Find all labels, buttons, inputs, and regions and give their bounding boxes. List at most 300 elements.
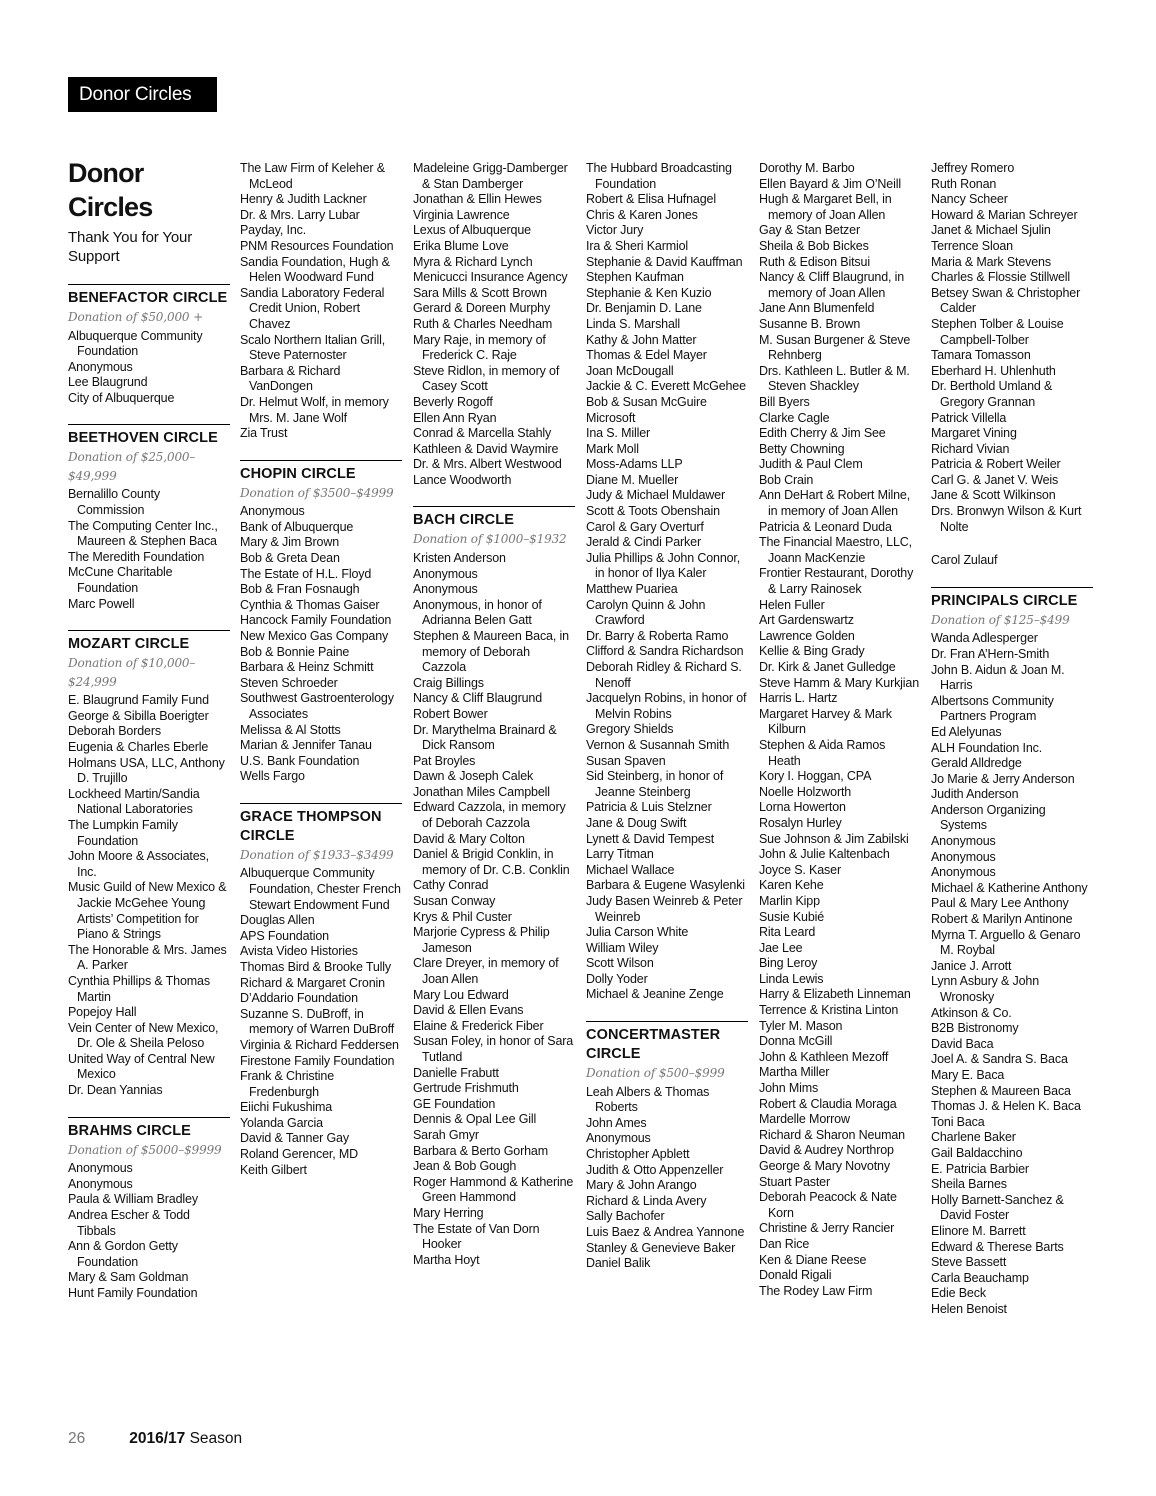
donor-name: Bing Leroy <box>759 956 818 971</box>
donor-name: Anonymous <box>586 1131 651 1146</box>
donor-name: Ellen Bayard & Jim O’Neill <box>759 176 901 191</box>
donor-name: Mary Raje, in memory of Frederick C. Raje <box>413 332 546 363</box>
donor-name: Ruth & Charles Needham <box>413 316 553 331</box>
page-title: Donor Circles <box>68 158 153 222</box>
donor-name: Douglas Allen <box>240 913 315 928</box>
donor-name: Jane Ann Blumenfeld <box>759 301 875 316</box>
donor-name: Sandia Foundation, Hugh & Helen Woodward Fund <box>240 254 390 285</box>
donor-name: Kellie & Bing Grady <box>759 644 865 659</box>
donor-name: Susan Foley, in honor of Sara Tutland <box>413 1034 574 1064</box>
donor-name: Clare Dreyer, in memory of Joan Allen <box>413 956 559 986</box>
column-2 <box>240 161 402 1178</box>
donor-name: Sara Mills & Scott Brown <box>413 285 547 300</box>
donor-name: Bob & Fran Fosnaugh <box>240 582 360 597</box>
donor-name: Lance Woodworth <box>413 472 512 487</box>
donor-name: Dr. & Mrs. Albert Westwood <box>413 457 562 472</box>
donor-name: Carla Beauchamp <box>931 1270 1029 1285</box>
donor-name: Albuquerque Community Foundation, Chester French Stewart Endowment Fund <box>240 866 401 912</box>
donor-name: The Estate of Van Dorn Hooker <box>413 1221 540 1252</box>
donor-name: Paul & Mary Lee Anthony <box>931 896 1069 911</box>
column-6 <box>931 161 1093 1317</box>
donor-name: Gerald Alldredge <box>931 756 1022 771</box>
donor-name: Harry & Elizabeth Linneman <box>759 987 911 1002</box>
donor-name: Anonymous <box>931 849 996 864</box>
donor-name: Jane & Scott Wilkinson <box>931 488 1056 503</box>
donor-name: Robert & Elisa Hufnagel <box>586 192 716 207</box>
donor-name: Drs. Bronwyn Wilson & Kurt Nolte <box>931 504 1082 534</box>
circle-title: BACH CIRCLE <box>413 512 514 529</box>
donor-name: Jeffrey Romero <box>931 161 1015 175</box>
donor-name: M. Susan Burgener & Steve Rehnberg <box>759 332 911 363</box>
donor-name: The Lumpkin Family Foundation <box>68 817 178 848</box>
donor-name: The Estate of H.L. Floyd <box>240 566 372 581</box>
donor-name: Stephen & Maureen Baca <box>931 1083 1071 1098</box>
donor-name: John & Kathleen Mezoff <box>759 1049 889 1064</box>
donor-name: Dan Rice <box>759 1236 810 1251</box>
donor-name: Susanne B. Brown <box>759 316 861 331</box>
donor-name: Firestone Family Foundation <box>240 1053 395 1068</box>
donor-name: Gregory Shields <box>586 722 674 737</box>
donor-name: Stanley & Genevieve Baker <box>586 1240 736 1255</box>
donor-name: Kathleen & David Waymire <box>413 441 559 456</box>
column-4 <box>586 161 748 1272</box>
donor-name: Ellen Ann Ryan <box>413 410 497 425</box>
donor-name: John & Julie Kaltenbach <box>759 847 890 862</box>
circle-header <box>931 587 1093 630</box>
donor-name: John Mims <box>759 1081 819 1096</box>
donor-name: Linda Lewis <box>759 971 824 986</box>
donor-name: John Moore & Associates, Inc. <box>68 849 209 879</box>
donor-name: Christine & Jerry Rancier <box>759 1221 895 1236</box>
donor-name: Dr. Dean Yannias <box>68 1083 163 1098</box>
donor-name: Dr. Benjamin D. Lane <box>586 301 702 316</box>
donor-name: Richard & Linda Avery <box>586 1193 707 1208</box>
donor-name: Rita Leard <box>759 925 816 940</box>
donor-name: Janet & Michael Sjulin <box>931 223 1051 238</box>
donor-name: Helen Benoist <box>931 1301 1007 1316</box>
donor-name: Ann DeHart & Robert Milne, in memory of Joan Allen <box>759 488 911 519</box>
donor-name: George & Sibilla Boerigter <box>68 708 209 723</box>
donor-name: Lynett & David Tempest <box>586 831 715 846</box>
donor-name: Barbara & Richard VanDongen <box>240 363 341 394</box>
donation-range: Donation of $1000–$1932 <box>413 532 567 547</box>
donor-name: Christopher Apblett <box>586 1146 690 1161</box>
donor-name: Thomas Bird & Brooke Tully <box>240 959 392 974</box>
donor-name: David & Mary Colton <box>413 831 525 846</box>
donor-name: Steven Schroeder <box>240 675 338 690</box>
donor-name: Cynthia Phillips & Thomas Martin <box>68 973 210 1004</box>
donor-name: City of Albuquerque <box>68 390 175 405</box>
donor-name: Mary & Sam Goldman <box>68 1270 189 1285</box>
donor-name: The Hubbard Broadcasting Foundation <box>586 161 732 191</box>
donor-name: Stephanie & Ken Kuzio <box>586 285 712 300</box>
donor-name: Krys & Phil Custer <box>413 909 512 924</box>
donor-name: Jerald & Cindi Parker <box>586 535 701 550</box>
donor-name: Anonymous <box>931 834 996 849</box>
donor-name: Virginia & Richard Feddersen <box>240 1037 399 1052</box>
circle-title: BENEFACTOR CIRCLE <box>68 290 228 306</box>
donor-name: Patrick Villella <box>931 410 1007 425</box>
donor-name: Sandia Laboratory Federal Credit Union, Robert Chavez <box>240 285 385 331</box>
donor-name: Matthew Puariea <box>586 582 678 597</box>
donor-name: Eberhard H. Uhlenhuth <box>931 363 1056 378</box>
donor-name: Edward & Therese Barts <box>931 1239 1064 1254</box>
donor-name: Michael Wallace <box>586 862 675 877</box>
donor-name: Elinore M. Barrett <box>931 1223 1026 1238</box>
circle-header <box>586 1021 748 1083</box>
donor-name: Dolly Yoder <box>586 971 648 986</box>
donor-name: Holmans USA, LLC, Anthony D. Trujillo <box>68 755 225 786</box>
circle-title: BRAHMS CIRCLE <box>68 1122 191 1139</box>
donor-name: Stephen & Maureen Baca, in memory of Deborah Cazzola <box>413 628 569 675</box>
donor-name: Dr. Berthold Umland & Gregory Grannan <box>931 379 1053 409</box>
donor-name: B2B Bistronomy <box>931 1021 1019 1036</box>
donor-name: Judith Anderson <box>931 787 1019 802</box>
donor-name: Jae Lee <box>759 940 803 955</box>
donor-name: Jo Marie & Jerry Anderson <box>931 771 1075 786</box>
donor-name: Art Gardenswartz <box>759 613 854 628</box>
donor-name: Marlin Kipp <box>759 893 820 908</box>
donor-name: Robert & Marilyn Antinone <box>931 912 1073 927</box>
donor-name: Lorna Howerton <box>759 800 846 815</box>
donor-name: Dr. Kirk & Janet Gulledge <box>759 660 896 674</box>
donor-name: Dennis & Opal Lee Gill <box>413 1112 537 1127</box>
donor-name: Stephanie & David Kauffman <box>586 254 743 269</box>
circle-title: CONCERTMASTER CIRCLE <box>586 1027 721 1063</box>
donor-name: Richard & Margaret Cronin <box>240 975 385 990</box>
donor-name: Patricia & Luis Stelzner <box>586 800 712 815</box>
donor-name: Dr. Helmut Wolf, in memory Mrs. M. Jane Wolf <box>240 394 389 425</box>
donor-name: Holly Barnett-Sanchez & David Foster <box>931 1192 1064 1223</box>
donor-name: Paula & William Bradley <box>68 1192 198 1207</box>
donor-name: Marian & Jennifer Tanau <box>240 738 372 753</box>
donor-name: Martha Miller <box>759 1065 830 1080</box>
donor-name: Carol Zulauf <box>931 553 998 568</box>
donor-name: Southwest Gastroenterology Associates <box>240 691 394 721</box>
donor-name: Marjorie Cypress & Philip Jameson <box>413 925 550 955</box>
donor-name: Chris & Karen Jones <box>586 207 698 222</box>
donor-name: Nancy & Cliff Blaugrund <box>413 691 543 706</box>
donor-name: George & Mary Novotny <box>759 1159 890 1173</box>
donor-name: Harris L. Hartz <box>759 691 838 706</box>
donor-name: Music Guild of New Mexico & Jackie McGehee Young Artists’ Competition for Piano & Strings <box>68 880 227 942</box>
circle-header <box>240 803 402 865</box>
circle-header <box>68 424 230 485</box>
donor-name: Suzanne S. DuBroff, in memory of Warren DuBroff <box>240 1006 395 1037</box>
column-3 <box>413 161 575 1268</box>
donor-name: Henry & Judith Lackner <box>240 192 367 207</box>
donor-name: Jean & Bob Gough <box>413 1159 517 1174</box>
donor-name: Dr. Fran A’Hern-Smith <box>931 646 1050 661</box>
donor-name: Luis Baez & Andrea Yannone <box>586 1224 745 1239</box>
donor-name: Edward Cazzola, in memory of Deborah Cazzola <box>413 800 566 831</box>
column-1 <box>68 158 230 1302</box>
donor-name: Helen Fuller <box>759 597 825 612</box>
donor-name: Stephen Kaufman <box>586 270 684 285</box>
donor-name: Gail Baldacchino <box>931 1145 1023 1160</box>
donor-name: Melissa & Al Stotts <box>240 722 341 737</box>
donor-name: Anonymous <box>413 582 478 597</box>
donor-name: Gertrude Frishmuth <box>413 1081 519 1096</box>
donor-name: Carol & Gary Overturf <box>586 519 704 534</box>
donor-name: Marc Powell <box>68 596 135 611</box>
donor-name: Sid Steinberg, in honor of Jeanne Steinberg <box>586 769 724 799</box>
donor-name: Noelle Holzworth <box>759 784 852 799</box>
donor-name: Thomas & Edel Mayer <box>586 348 707 363</box>
donor-name: Judy Basen Weinreb & Peter Weinreb <box>586 893 743 924</box>
donor-name: Scalo Northern Italian Grill, Steve Paternoster <box>240 332 386 363</box>
circle-title: GRACE THOMPSON CIRCLE <box>240 808 382 844</box>
donor-name: David & Tanner Gay <box>240 1131 349 1146</box>
donor-name: Patricia & Robert Weiler <box>931 457 1061 472</box>
donor-name: Craig Billings <box>413 675 484 690</box>
donor-name: APS Foundation <box>240 928 329 943</box>
donor-name: Betty Chowning <box>759 441 845 456</box>
donor-name: Beverly Rogoff <box>413 394 493 409</box>
donor-name: Scott & Toots Obenshain <box>586 504 720 519</box>
donor-name: Roland Gerencer, MD <box>240 1147 359 1162</box>
donor-name: Donna McGill <box>759 1034 833 1049</box>
donor-name: Bob & Bonnie Paine <box>240 644 350 659</box>
donor-name: Lexus of Albuquerque <box>413 223 531 238</box>
donor-name: Ina S. Miller <box>586 426 651 441</box>
circle-header <box>68 630 230 691</box>
donor-name: Dr. Barry & Roberta Ramo <box>586 628 729 643</box>
donor-name: New Mexico Gas Company <box>240 628 389 643</box>
circle-header <box>68 1117 230 1160</box>
donor-name: Lawrence Golden <box>759 628 855 643</box>
donor-name: Mary & John Arango <box>586 1178 697 1193</box>
donor-name: Daniel & Brigid Conklin, in memory of Dr. C.B. Conklin <box>413 847 570 877</box>
donor-name: Edith Cherry & Jim See <box>759 426 886 441</box>
circle-title: BEETHOVEN CIRCLE <box>68 430 218 447</box>
donor-name: Myrna T. Arguello & Genaro M. Roybal <box>931 927 1081 958</box>
donor-name: Mary E. Baca <box>931 1067 1005 1082</box>
donor-name: Drs. Kathleen L. Butler & M. Steven Shackley <box>759 363 910 394</box>
donor-name: Joel A. & Sandra S. Baca <box>931 1052 1068 1067</box>
donor-name: David & Audrey Northrop <box>759 1143 894 1158</box>
donor-name: The Rodey Law Firm <box>759 1283 873 1298</box>
donor-name: Margaret Vining <box>931 426 1017 441</box>
donor-name: Clifford & Sandra Richardson <box>586 644 744 659</box>
donor-name: Jonathan & Ellin Hewes <box>413 192 542 207</box>
donor-name: Barbara & Berto Gorham <box>413 1143 548 1158</box>
donation-range: Donation of $125–$499 <box>931 612 1070 627</box>
donor-name: Conrad & Marcella Stahly <box>413 426 552 441</box>
column-5 <box>759 161 921 1299</box>
donor-name: Frontier Restaurant, Dorothy & Larry Rainosek <box>759 566 914 597</box>
donor-name: Rosalyn Hurley <box>759 815 842 830</box>
donor-name: Albertsons Community Partners Program <box>931 693 1054 724</box>
donor-name: The Law Firm of Keleher & McLeod <box>240 161 385 191</box>
donor-name: Deborah Ridley & Richard S. Nenoff <box>586 660 742 690</box>
donor-name: Anonymous <box>931 865 996 880</box>
donor-name: Thomas J. & Helen K. Baca <box>931 1099 1081 1114</box>
donor-name: Martha Hoyt <box>413 1252 480 1267</box>
page-subtitle: Thank You for Your Support <box>68 229 193 265</box>
donor-name: The Financial Maestro, LLC, Joann MacKenzie <box>759 535 912 565</box>
donor-name: Virginia Lawrence <box>413 207 510 222</box>
donor-name: Victor Jury <box>586 223 644 238</box>
donor-name: Stephen & Aida Ramos Heath <box>759 737 886 768</box>
donor-name: Sally Bachofer <box>586 1209 665 1224</box>
donor-name: Dorothy M. Barbo <box>759 161 855 175</box>
donor-name: Julia Phillips & John Connor, in honor of Ilya Kaler <box>586 550 741 581</box>
donor-name: Barbara & Heinz Schmitt <box>240 660 374 675</box>
donor-name: Dr. Marythelma Brainard & Dick Ransom <box>413 722 557 753</box>
donor-name: Betsey Swan & Christopher Calder <box>931 285 1081 316</box>
donor-name: Julia Carson White <box>586 925 689 940</box>
donor-name: Avista Video Histories <box>240 944 358 959</box>
donor-name: Wanda Adlesperger <box>931 631 1038 646</box>
donor-name: Jackie & C. Everett McGehee <box>586 379 746 394</box>
spacer <box>931 535 1093 553</box>
donor-name: Judith & Paul Clem <box>759 457 863 472</box>
donor-name: Moss-Adams LLP <box>586 457 683 472</box>
donor-name: Pat Broyles <box>413 753 476 768</box>
donor-name: Steve Hamm & Mary Kurkjian <box>759 675 920 690</box>
donor-name: Eugenia & Charles Eberle <box>68 740 209 754</box>
donor-name: Joyce S. Kaser <box>759 862 841 877</box>
donor-name: Barbara & Eugene Wasylenki <box>586 878 745 893</box>
section-tag: Donor Circles <box>68 77 217 112</box>
donor-name: Ruth & Edison Bitsui <box>759 254 870 269</box>
donor-name: Bob & Susan McGuire <box>586 394 707 409</box>
donor-name: Atkinson & Co. <box>931 1005 1012 1020</box>
donor-name: Jonathan Miles Campbell <box>413 784 550 799</box>
donor-name: Tamara Tomasson <box>931 348 1031 363</box>
donor-name: Frank & Christine Fredenburgh <box>240 1069 335 1099</box>
donor-name: Robert & Claudia Moraga <box>759 1096 897 1111</box>
donor-name: Lynn Asbury & John Wronosky <box>931 974 1040 1004</box>
donor-name: Judy & Michael Muldawer <box>586 488 725 503</box>
donation-range: Donation of $3500–$4999 <box>240 485 394 500</box>
donor-name: Dawn & Joseph Calek <box>413 769 534 784</box>
donor-name: ALH Foundation Inc. <box>931 740 1043 755</box>
donor-name: Janice J. Arrott <box>931 958 1012 973</box>
donor-name: Sheila Barnes <box>931 1177 1007 1192</box>
donor-name: Robert Bower <box>413 706 488 721</box>
donor-name: Howard & Marian Schreyer <box>931 207 1078 222</box>
donor-name: Sheila & Bob Bickes <box>759 238 869 253</box>
circle-header <box>413 506 575 549</box>
donor-name: Ira & Sheri Karmiol <box>586 238 689 253</box>
donation-range: Donation of $500–$999 <box>586 1066 725 1081</box>
donor-name: Steve Bassett <box>931 1255 1007 1270</box>
donor-name: Anonymous <box>68 1161 133 1176</box>
donor-name: Jacquelyn Robins, in honor of Melvin Robins <box>586 691 747 721</box>
donor-name: Lockheed Martin/Sandia National Laboratories <box>68 786 200 817</box>
donor-name: Eiichi Fukushima <box>240 1100 333 1115</box>
donor-name: Edie Beck <box>931 1286 986 1301</box>
circle-header <box>240 460 402 503</box>
donor-name: U.S. Bank Foundation <box>240 753 360 768</box>
donor-name: Ruth Ronan <box>931 176 997 191</box>
donor-name: Carolyn Quinn & John Crawford <box>586 597 706 628</box>
donor-name: Richard Vivian <box>931 441 1010 456</box>
donor-name: Yolanda Garcia <box>240 1115 323 1130</box>
donor-name: Ken & Diane Reese <box>759 1252 867 1267</box>
donor-name: Keith Gilbert <box>240 1162 307 1177</box>
donor-name: Anonymous, in honor of Adrianna Belen Gatt <box>413 597 542 628</box>
donor-name: Margaret Harvey & Mark Kilburn <box>759 706 892 737</box>
donor-name: Microsoft <box>586 410 636 425</box>
donor-name: Hancock Family Foundation <box>240 613 392 628</box>
donor-name: Karen Kehe <box>759 878 824 893</box>
donor-name: Albuquerque Community Foundation <box>68 328 203 359</box>
donor-name: Susan Spaven <box>586 753 666 768</box>
donor-name: William Wiley <box>586 940 659 955</box>
donor-name: Charles & Flossie Stillwell <box>931 270 1071 285</box>
page-footer <box>68 1430 242 1448</box>
donor-name: Larry Titman <box>586 847 654 862</box>
donor-name: The Honorable & Mrs. James A. Parker <box>68 942 227 973</box>
donor-name: Steve Ridlon, in memory of Casey Scott <box>413 363 560 394</box>
donor-name: Cynthia & Thomas Gaiser <box>240 597 380 612</box>
donor-name: Tyler M. Mason <box>759 1018 843 1033</box>
donor-name: David & Ellen Evans <box>413 1003 524 1018</box>
donor-name: Andrea Escher & Todd Tibbals <box>68 1207 190 1238</box>
donor-name: Terrence Sloan <box>931 238 1013 253</box>
donor-name: The Computing Center Inc., Maureen & Stephen Baca <box>68 518 218 549</box>
donor-name: Joan McDougall <box>586 363 674 378</box>
donation-range: Donation of $1933–$3499 <box>240 847 394 862</box>
donor-name: Leah Albers & Thomas Roberts <box>586 1084 710 1115</box>
donor-name: Anonymous <box>413 566 478 581</box>
circle-title: CHOPIN CIRCLE <box>240 465 356 482</box>
donor-name: Roger Hammond & Katherine Green Hammond <box>413 1174 574 1205</box>
donor-name: Vein Center of New Mexico, Dr. Ole & Sheila Peloso <box>68 1020 219 1051</box>
donor-name: Bernalillo County Commission <box>68 487 160 518</box>
donor-name: Kristen Anderson <box>413 550 506 565</box>
donor-name: Hunt Family Foundation <box>68 1285 198 1300</box>
donor-name: Carl G. & Janet V. Weis <box>931 472 1059 487</box>
donor-name: Diane M. Mueller <box>586 472 679 487</box>
donor-name: E. Patricia Barbier <box>931 1161 1029 1176</box>
donor-name: The Meredith Foundation <box>68 549 205 564</box>
donor-name: United Way of Central New Mexico <box>68 1051 215 1082</box>
donor-name: Mary Lou Edward <box>413 987 509 1002</box>
donor-name: Terrence & Kristina Linton <box>759 1003 899 1018</box>
donor-name: Mark Moll <box>586 441 639 456</box>
donor-name: Toni Baca <box>931 1114 985 1129</box>
donor-name: Mary Herring <box>413 1205 484 1220</box>
donor-name: Richard & Sharon Neuman <box>759 1127 905 1142</box>
donor-name: Mary & Jim Brown <box>240 535 340 550</box>
donor-name: Lee Blaugrund <box>68 375 148 390</box>
donor-name: Gay & Stan Betzer <box>759 223 860 238</box>
donor-name: Sarah Gmyr <box>413 1127 479 1142</box>
donor-name: John B. Aidun & Joan M. Harris <box>931 662 1065 693</box>
donor-name: Stuart Paster <box>759 1174 830 1189</box>
donor-name: Kory I. Hoggan, CPA <box>759 769 872 784</box>
donor-name: Anonymous <box>68 1176 133 1191</box>
donor-name: Donald Rigali <box>759 1268 832 1283</box>
donor-name: Bob & Greta Dean <box>240 550 340 565</box>
donation-range: Donation of $25,000–$49,999 <box>68 450 196 483</box>
donor-name: Linda S. Marshall <box>586 316 681 331</box>
donor-name: Menicucci Insurance Agency <box>413 270 568 285</box>
donor-name: Erika Blume Love <box>413 238 509 253</box>
donor-name: Nancy Scheer <box>931 192 1008 207</box>
donor-name: Judith & Otto Appenzeller <box>586 1162 724 1177</box>
donor-name: David Baca <box>931 1036 994 1051</box>
donor-name: Kathy & John Matter <box>586 332 697 347</box>
donor-name: Bill Byers <box>759 394 810 409</box>
donor-name: Anderson Organizing Systems <box>931 802 1046 833</box>
donor-name: Michael & Katherine Anthony <box>931 880 1088 895</box>
donor-name: Maria & Mark Stevens <box>931 254 1051 269</box>
